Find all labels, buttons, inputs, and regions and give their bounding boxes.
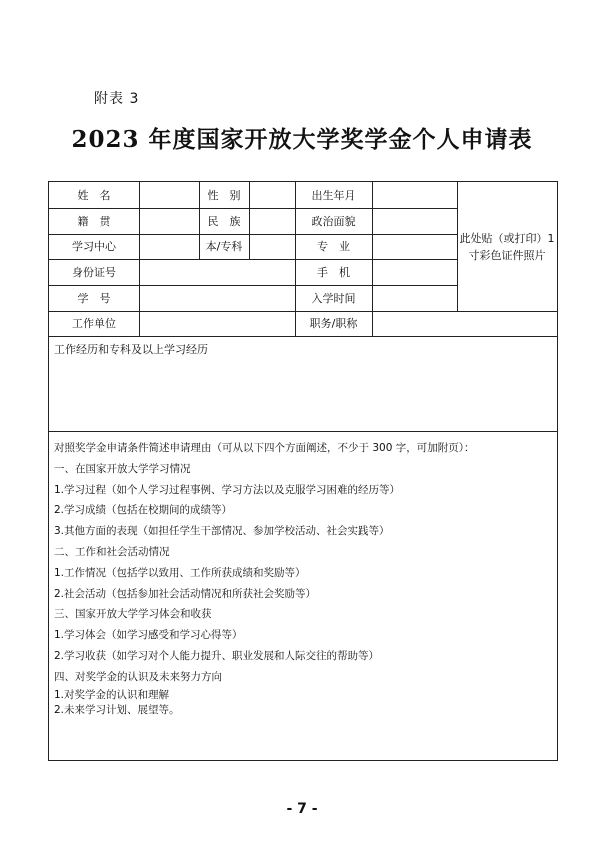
- work-history-label: 工作经历和专科及以上学习经历: [54, 343, 208, 356]
- label-student-id: 学 号: [77, 291, 111, 305]
- label-study-center: 学习中心: [72, 240, 116, 253]
- workplace-input[interactable]: [140, 311, 295, 336]
- list-item: 1.学习体会（如学习感受和学习心得等）: [54, 629, 243, 642]
- list-item: 2.学习成绩（包括在校期间的成绩等）: [54, 504, 233, 517]
- form-title: 2023 年度国家开放大学奖学金个人申请表: [71, 126, 533, 153]
- list-item: 3.其他方面的表现（如担任学生干部情况、参加学校活动、社会实践等）: [54, 525, 390, 538]
- label-level: 本/专科: [205, 240, 243, 253]
- label-phone: 手 机: [317, 265, 350, 279]
- list-item: 1.对奖学金的认识和理解: [54, 688, 170, 701]
- label-native-place: 籍 贯: [77, 214, 111, 228]
- reasons-section: [54, 438, 554, 718]
- list-item: 2.未来学习计划、展望等。: [54, 703, 180, 716]
- label-ethnicity: 民 族: [207, 214, 241, 228]
- label-enroll-time: 入学时间: [311, 291, 356, 305]
- list-item: 2.学习收获（如学习对个人能力提升、职业发展和人际交往的帮助等）: [54, 649, 380, 662]
- enroll-time-input[interactable]: [373, 285, 457, 311]
- birth-input[interactable]: [373, 182, 457, 208]
- application-form: [48, 181, 558, 761]
- section-heading: 四、对奖学金的认识及未来努力方向: [54, 670, 222, 683]
- phone-input[interactable]: [373, 259, 457, 285]
- label-id-number: 身份证号: [72, 265, 116, 279]
- label-workplace: 工作单位: [72, 317, 116, 330]
- photo-placeholder[interactable]: 此处贴（或打印）1 寸彩色证件照片: [459, 231, 555, 262]
- section-heading: 一、在国家开放大学学习情况: [54, 462, 191, 475]
- list-item: 1.工作情况（包括学以致用、工作所获成绩和奖励等）: [54, 566, 306, 579]
- id-number-input[interactable]: [140, 259, 295, 285]
- section-heading: 二、工作和社会活动情况: [54, 545, 170, 558]
- ethnicity-input[interactable]: [250, 208, 295, 234]
- name-input[interactable]: [140, 182, 199, 208]
- list-item: 1.学习过程（如个人学习过程事例、学习方法以及克服学习困难的经历等）: [54, 483, 401, 496]
- label-political: 政治面貌: [311, 214, 356, 228]
- page-number: - 7 -: [286, 801, 318, 817]
- study-center-input[interactable]: [140, 234, 199, 259]
- major-input[interactable]: [373, 234, 457, 259]
- label-name: 姓 名: [77, 188, 111, 202]
- section-heading: 三、国家开放大学学习体会和收获: [54, 608, 212, 621]
- student-id-input[interactable]: [140, 285, 295, 311]
- label-birth: 出生年月: [311, 188, 356, 202]
- label-major: 专 业: [317, 240, 350, 253]
- political-input[interactable]: [373, 208, 457, 234]
- gender-input[interactable]: [250, 182, 295, 208]
- position-input[interactable]: [373, 311, 557, 336]
- attachment-label: 附表 3: [94, 91, 140, 107]
- reasons-intro: 对照奖学金申请条件简述申请理由（可从以下四个方面阐述，不少于 300 字，可加附页）：: [54, 442, 475, 454]
- label-position: 职务/职称: [309, 317, 358, 330]
- label-gender: 性 别: [207, 188, 241, 202]
- list-item: 2.社会活动（包括参加社会活动情况和所获社会奖励等）: [54, 587, 317, 600]
- native-place-input[interactable]: [140, 208, 199, 234]
- level-input[interactable]: [250, 234, 295, 259]
